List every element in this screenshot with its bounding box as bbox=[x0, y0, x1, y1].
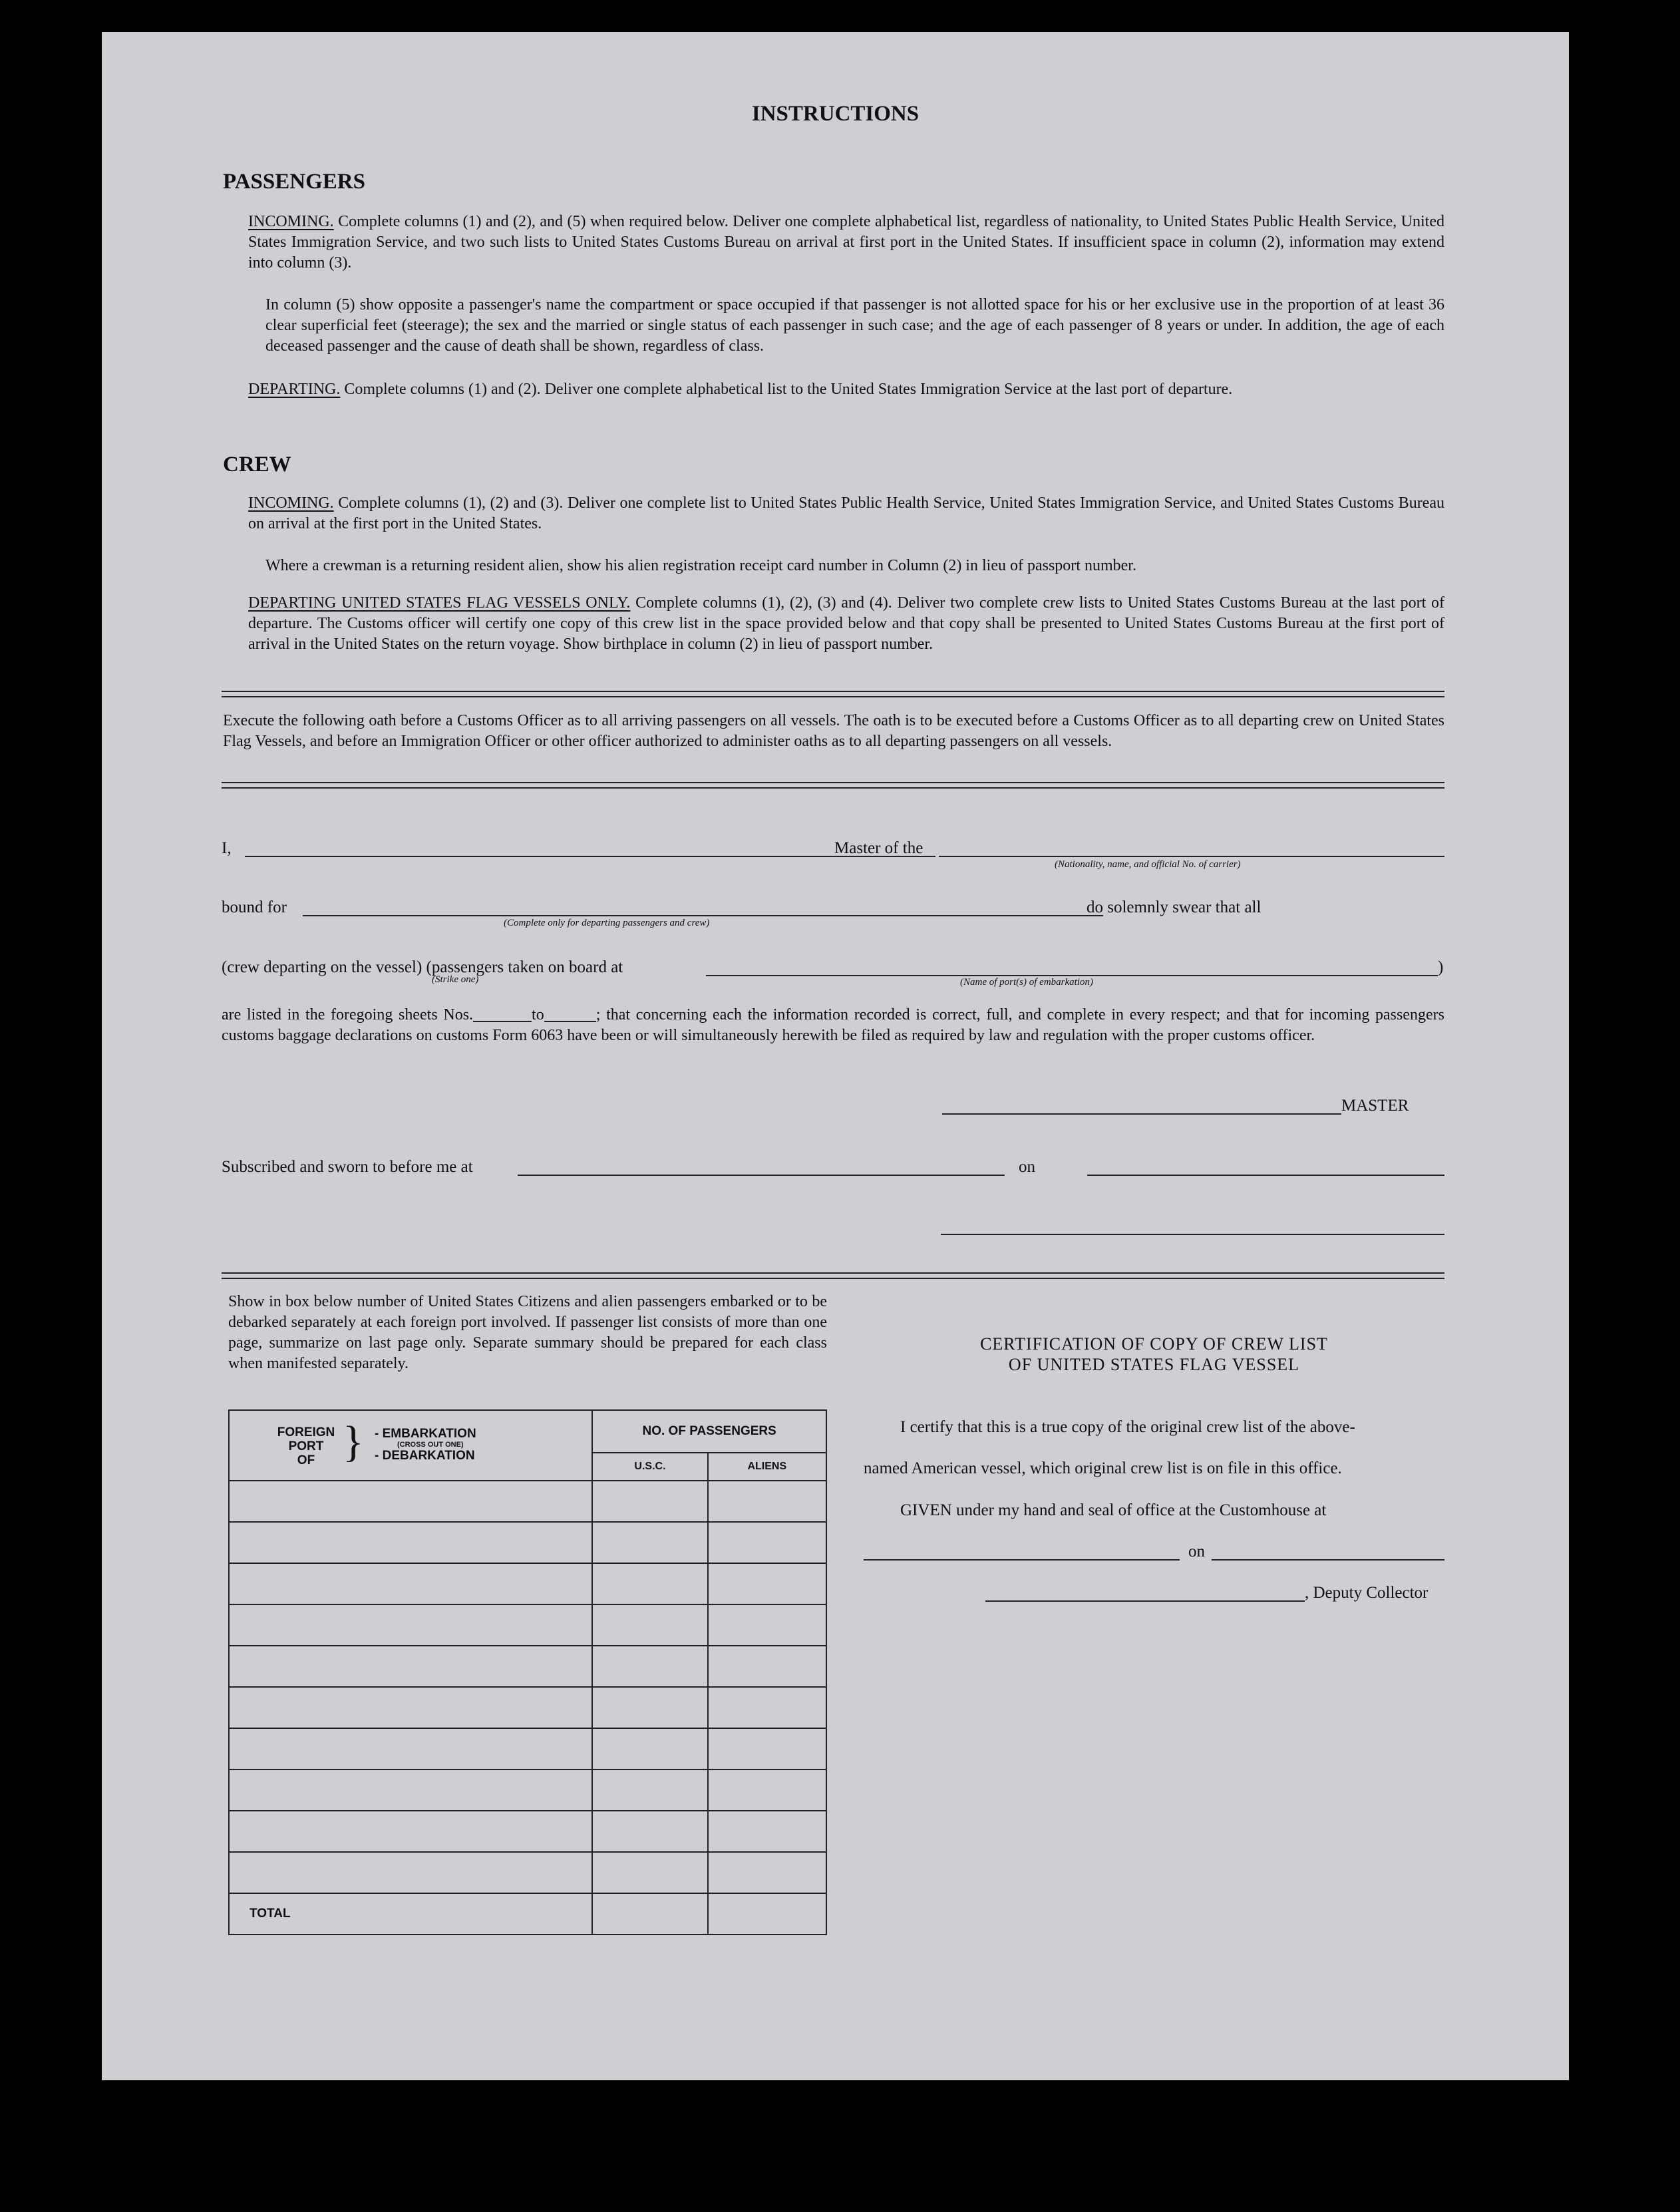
certification-on-label: on bbox=[1188, 1543, 1205, 1561]
master-name-line[interactable] bbox=[245, 856, 935, 857]
embarkation-port-line[interactable] bbox=[706, 975, 1438, 976]
usc-cell[interactable] bbox=[592, 1728, 707, 1769]
oath-instruction: Execute the following oath before a Customs Officer as to all arriving passengers on all vessels. The oath is to be executed before a Customs Officer as to all departing crew on United States Flag Vessels, and before an Immigration Officer or other officer authorized to administer oaths as to all departing passengers on all vessels. bbox=[223, 712, 1444, 750]
form-sheet bbox=[102, 32, 1569, 2080]
aliens-cell[interactable] bbox=[708, 1522, 826, 1563]
close-paren: ) bbox=[1438, 958, 1444, 976]
usc-cell[interactable] bbox=[592, 1769, 707, 1811]
usc-cell[interactable] bbox=[592, 1522, 707, 1563]
foreign-port-header bbox=[229, 1410, 592, 1481]
port-caption: (Name of port(s) of embarkation) bbox=[960, 977, 1093, 988]
crew-heading: CREW bbox=[223, 453, 291, 476]
crew-passengers-label: (crew departing on the vessel) (passengers taken on board at bbox=[222, 958, 623, 976]
master-of-the-label: Master of the bbox=[834, 839, 924, 857]
aliens-cell[interactable] bbox=[708, 1728, 826, 1769]
passengers-departing-text: Complete columns (1) and (2). Deliver one complete alphabetical list to the United States Immigration Service at the last port of departure. bbox=[344, 381, 1233, 398]
passengers-departing-lead: DEPARTING. bbox=[248, 381, 341, 398]
oath-i-label: I, bbox=[222, 839, 232, 857]
aliens-cell[interactable] bbox=[708, 1687, 826, 1728]
passengers-incoming-paragraph bbox=[248, 212, 1444, 274]
certification-date-line[interactable] bbox=[1212, 1559, 1444, 1561]
total-label: TOTAL bbox=[229, 1893, 592, 1935]
bound-for-caption: (Complete only for departing passengers and crew) bbox=[504, 918, 710, 928]
aliens-cell[interactable] bbox=[708, 1646, 826, 1687]
usc-cell[interactable] bbox=[592, 1604, 707, 1646]
passengers-incoming-lead: INCOMING. bbox=[248, 213, 334, 230]
aliens-cell[interactable] bbox=[708, 1811, 826, 1852]
passengers-departing-paragraph bbox=[248, 379, 1444, 400]
port-cell[interactable] bbox=[229, 1687, 592, 1728]
passengers-incoming-text: Complete columns (1) and (2), and (5) when required below. Deliver one complete alphabetical list, regardless of nationality, to United States Public Health Service, United States Immigration Service, and two such lists to United States Customs Bureau on arrival at first port in the United States. If insufficient space in column (2), information may extend into column (3). bbox=[248, 213, 1445, 272]
passengers-heading: PASSENGERS bbox=[223, 170, 365, 194]
port-cell[interactable] bbox=[229, 1811, 592, 1852]
cross-out-label: (CROSS OUT ONE) bbox=[397, 1441, 464, 1449]
summary-instruction: Show in box below number of United States Citizens and alien passengers embarked or to be debarked separately at each foreign port involved. If passenger list consists of more than one page, summarize on last page only. Separate summary should be prepared for each class when manifested separately. bbox=[228, 1293, 827, 1372]
deputy-collector-label: , Deputy Collector bbox=[1305, 1584, 1428, 1602]
aliens-cell[interactable] bbox=[708, 1604, 826, 1646]
listed-paragraph bbox=[222, 1005, 1444, 1046]
certification-line-1: I certify that this is a true copy of the original crew list of the above- bbox=[900, 1418, 1355, 1436]
usc-cell[interactable] bbox=[592, 1687, 707, 1728]
embarkation-label: - EMBARKATION bbox=[375, 1427, 476, 1441]
crew-departing-paragraph bbox=[248, 593, 1444, 655]
to-label: to bbox=[532, 1006, 544, 1023]
sheet-from-line[interactable] bbox=[473, 1021, 532, 1022]
certification-heading bbox=[864, 1334, 1444, 1375]
port-cell[interactable] bbox=[229, 1563, 592, 1604]
aliens-total-cell[interactable] bbox=[708, 1893, 826, 1935]
sheet-to-line[interactable] bbox=[544, 1021, 596, 1022]
port-cell[interactable] bbox=[229, 1852, 592, 1893]
double-rule bbox=[222, 691, 1444, 697]
port-cell[interactable] bbox=[229, 1481, 592, 1522]
master-signature-line[interactable] bbox=[942, 1113, 1341, 1115]
aliens-header: ALIENS bbox=[708, 1453, 826, 1481]
foreign-label: FOREIGN bbox=[277, 1425, 335, 1439]
master-label: MASTER bbox=[1341, 1097, 1409, 1115]
usc-cell[interactable] bbox=[592, 1646, 707, 1687]
carrier-line[interactable] bbox=[939, 856, 1444, 857]
usc-cell[interactable] bbox=[592, 1852, 707, 1893]
double-rule bbox=[222, 782, 1444, 789]
strike-one-caption: (Strike one) bbox=[432, 974, 479, 985]
subscribed-on-label: on bbox=[1019, 1158, 1035, 1176]
port-cell[interactable] bbox=[229, 1728, 592, 1769]
subscribed-label: Subscribed and sworn to before me at bbox=[222, 1158, 473, 1176]
listed-text-b: ; that concerning each the information recorded is correct, full, and complete in every respect; and that for incoming passengers customs baggage declarations on customs Form 6063 have been or will simultaneously herewith be filed as required by law and regulation with the proper customs officer. bbox=[222, 1006, 1444, 1044]
crew-resident-paragraph: Where a crewman is a returning resident alien, show his alien registration receipt card number in Column (2) in lieu of passport number. bbox=[265, 557, 1136, 574]
port-cell[interactable] bbox=[229, 1604, 592, 1646]
port-cell[interactable] bbox=[229, 1522, 592, 1563]
bound-for-label: bound for bbox=[222, 898, 287, 916]
port-cell[interactable] bbox=[229, 1769, 592, 1811]
usc-total-cell[interactable] bbox=[592, 1893, 707, 1935]
swear-label: do solemnly swear that all bbox=[1087, 898, 1261, 916]
subscribed-place-line[interactable] bbox=[518, 1175, 1005, 1176]
certification-line-2: named American vessel, which original crew list is on file in this office. bbox=[864, 1459, 1342, 1477]
page-title: INSTRUCTIONS bbox=[751, 102, 920, 126]
port-cell[interactable] bbox=[229, 1646, 592, 1687]
aliens-cell[interactable] bbox=[708, 1852, 826, 1893]
aliens-cell[interactable] bbox=[708, 1481, 826, 1522]
subscribed-date-line[interactable] bbox=[1087, 1175, 1444, 1176]
usc-header: U.S.C. bbox=[592, 1453, 707, 1481]
usc-cell[interactable] bbox=[592, 1481, 707, 1522]
bound-for-line[interactable] bbox=[303, 915, 1103, 916]
port-label: PORT bbox=[288, 1439, 324, 1453]
brace-glyph: } bbox=[343, 1417, 364, 1466]
crew-incoming-lead: INCOMING. bbox=[248, 494, 334, 512]
crew-departing-lead: DEPARTING UNITED STATES FLAG VESSELS ONLY. bbox=[248, 594, 631, 612]
certification-heading-line-1: CERTIFICATION OF COPY OF CREW LIST bbox=[980, 1334, 1328, 1354]
certification-line-3: GIVEN under my hand and seal of office at the Customhouse at bbox=[900, 1501, 1327, 1519]
aliens-cell[interactable] bbox=[708, 1563, 826, 1604]
usc-cell[interactable] bbox=[592, 1563, 707, 1604]
usc-cell[interactable] bbox=[592, 1811, 707, 1852]
crew-incoming-paragraph bbox=[248, 493, 1444, 534]
of-label: OF bbox=[297, 1453, 315, 1467]
crew-incoming-text: Complete columns (1), (2) and (3). Deliver one complete list to United States Public Health Service, United States Immigration Service, and United States Customs Bureau on arrival at the first port in the United States. bbox=[248, 494, 1445, 532]
customhouse-line[interactable] bbox=[864, 1559, 1180, 1561]
listed-text-a: are listed in the foregoing sheets Nos. bbox=[222, 1006, 474, 1023]
officer-signature-line[interactable] bbox=[941, 1234, 1444, 1235]
carrier-caption: (Nationality, name, and official No. of carrier) bbox=[1055, 859, 1241, 870]
no-of-passengers-header: NO. OF PASSENGERS bbox=[592, 1410, 826, 1453]
debarkation-label: - DEBARKATION bbox=[375, 1449, 475, 1463]
deputy-signature-line[interactable] bbox=[985, 1600, 1305, 1602]
aliens-cell[interactable] bbox=[708, 1769, 826, 1811]
passenger-summary-table bbox=[228, 1409, 827, 1935]
double-rule bbox=[222, 1272, 1444, 1279]
passengers-column5-paragraph: In column (5) show opposite a passenger's name the compartment or space occupied if that passenger is not allotted space for his or her exclusive use in the proportion of at least 36 clear superficial feet (steerage); the sex and the married or single status of each passenger in such case; and the age of each passenger of 8 years or under. In addition, the age of each deceased passenger and the cause of death shall be shown, regardless of class. bbox=[265, 296, 1444, 355]
crew-departing-text: Complete columns (1), (2), (3) and (4). Deliver two complete crew lists to United States Customs Bureau at the last port of departure. The Customs officer will certify one copy of this crew list in the space provided below and that copy shall be presented to United States Customs Bureau at the first port of arrival in the United States on the return voyage. Show birthplace in column (2) in lieu of passport number. bbox=[248, 594, 1444, 653]
certification-heading-line-2: OF UNITED STATES FLAG VESSEL bbox=[1008, 1355, 1300, 1374]
